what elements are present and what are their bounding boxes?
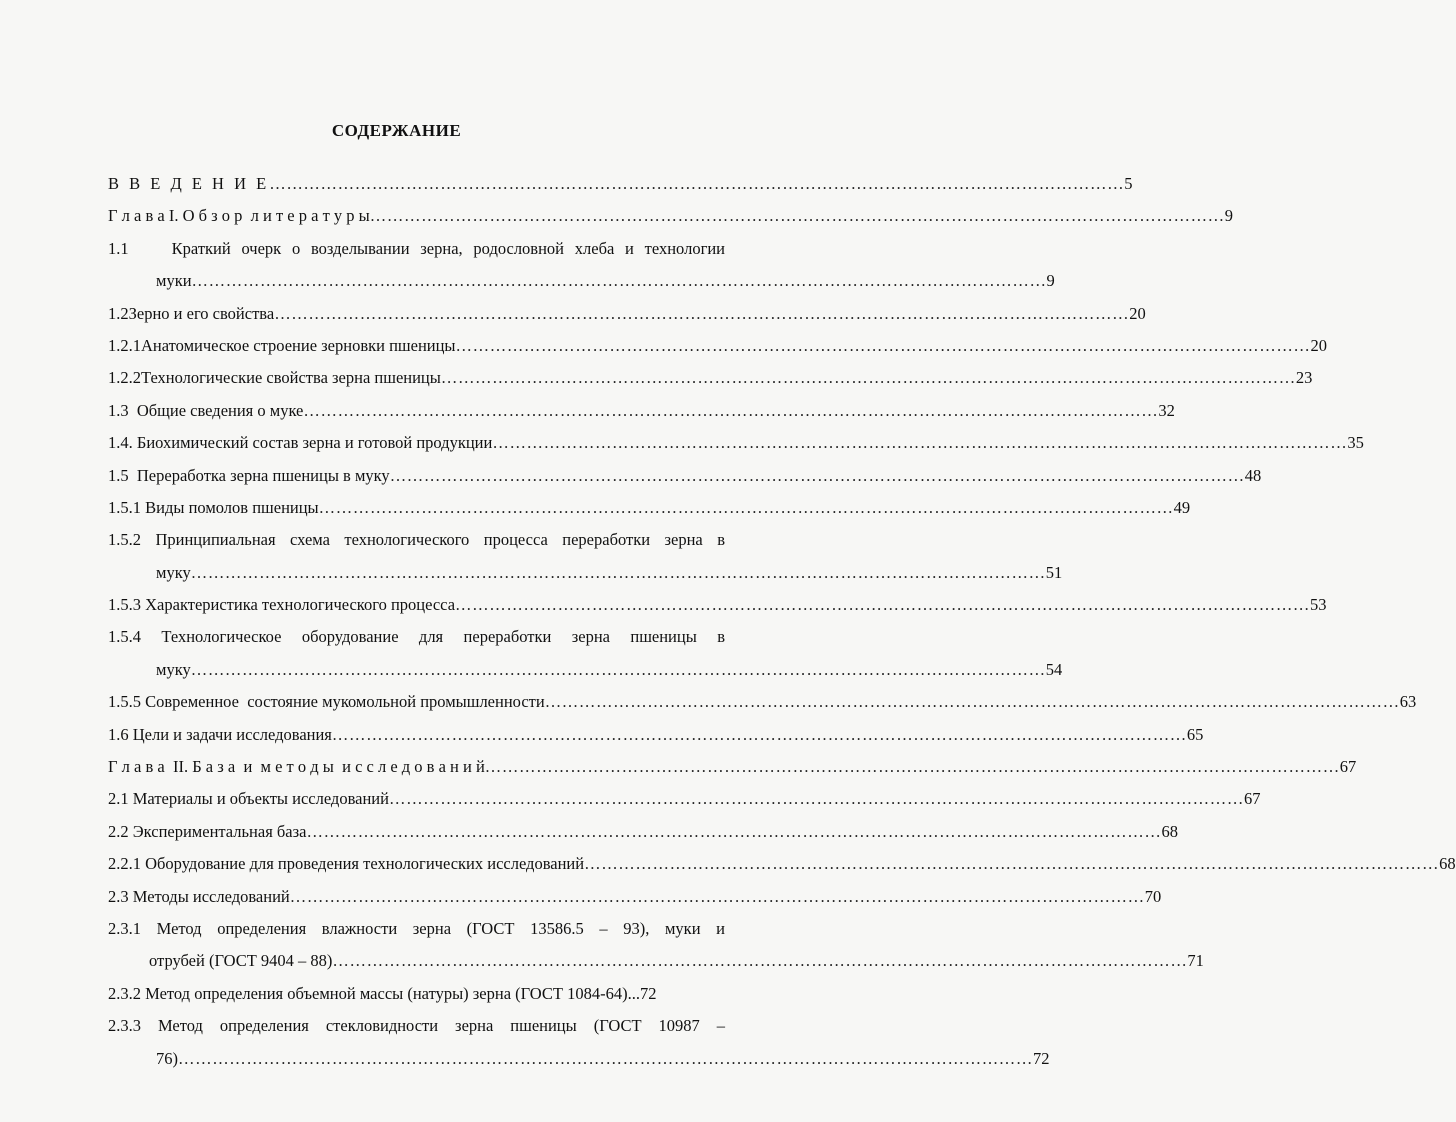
toc-entry-text: Г л а в а I. О б з о р л и т е р а т у р ы — [108, 206, 370, 226]
toc-entry-text: Зерно и его свойства — [128, 303, 275, 323]
toc-entry-number: 1.2.2 — [108, 368, 141, 388]
toc-leader-dots — [441, 362, 1296, 394]
toc-entry-text: отрубей (ГОСТ 9404 – 88) — [149, 951, 333, 971]
toc-entry-text: 2.3.3 Метод определения стекловидности зерна пшеницы (ГОСТ 10987 – — [108, 1016, 725, 1036]
toc-leader-dots — [455, 589, 1310, 621]
toc-entry-intro — [108, 168, 1133, 200]
toc-leader-dots — [492, 427, 1347, 459]
toc-page-number: 51 — [1045, 562, 1063, 582]
toc-leader-dots — [319, 492, 1174, 524]
toc-leader-dots — [303, 395, 1158, 427]
toc-entry-text: 2.1 Материалы и объекты исследований — [108, 789, 389, 809]
toc-entry-2-3-1-line1 — [108, 913, 725, 945]
toc-page-number: 67 — [1243, 789, 1261, 809]
toc-entry-text: 2.3.2 Метод определения объемной массы (натуры) зерна (ГОСТ 1084-64)... — [108, 983, 640, 1003]
toc-entry-1-2-1 — [108, 330, 1328, 362]
toc-leader-dots — [456, 330, 1311, 362]
toc-entry-text: 1.6 Цели и задачи исследования — [108, 724, 332, 744]
toc-entry-text: 2.2 Экспериментальная база — [108, 821, 307, 841]
toc-leader-dots — [389, 783, 1244, 815]
toc-entry-2-3-3-line2 — [108, 1043, 1050, 1075]
toc-entry-text: муку — [156, 659, 191, 679]
toc-leader-dots — [306, 816, 1161, 848]
toc-entry-2-3 — [108, 881, 1162, 913]
toc-entry-text: 1.5.4 Технологическое оборудование для переработки зерна пшеницы в — [108, 627, 725, 647]
toc-leader-dots — [290, 881, 1145, 913]
toc-leader-dots — [192, 265, 1047, 297]
toc-entry-1-5-3 — [108, 589, 1327, 621]
toc-entry-1-5-1 — [108, 492, 1191, 524]
toc-entry-number: 1.1 — [108, 238, 129, 258]
toc-entry-2-3-1-line2 — [108, 945, 1204, 977]
toc-entry-1-5-4-line1 — [108, 621, 725, 653]
toc-entry-1-3 — [108, 395, 1175, 427]
toc-leader-dots — [545, 686, 1400, 718]
toc-page-number: 32 — [1158, 400, 1175, 420]
toc-entry-text: 76) — [156, 1048, 178, 1068]
toc-leader-dots — [584, 848, 1439, 880]
toc-entry-1-4 — [108, 427, 1364, 459]
toc-entry-number: 1.2.1 — [108, 335, 141, 355]
toc-entry-text: Краткий очерк о возделывании зерна, родословной хлеба и технологии — [171, 238, 725, 258]
toc-page-number: 72 — [1033, 1048, 1050, 1068]
toc-page-number: 49 — [1173, 497, 1191, 517]
table-of-contents — [108, 168, 1456, 1075]
toc-entry-1-2 — [108, 298, 1146, 330]
toc-leader-dots — [332, 719, 1187, 751]
toc-entry-text: 1.5.1 Виды помолов пшеницы — [108, 497, 319, 517]
toc-page-number: 35 — [1347, 433, 1364, 453]
toc-leader-dots — [178, 1043, 1033, 1075]
toc-entry-1-6 — [108, 719, 1204, 751]
toc-page-number: 72 — [639, 983, 657, 1003]
toc-entry-1-5-2-line1 — [108, 524, 725, 556]
toc-entry-text: 1.4. Биохимический состав зерна и готовой продукции — [108, 433, 493, 453]
toc-leader-dots — [269, 168, 1124, 200]
toc-entry-2-3-3-line1 — [108, 1010, 725, 1042]
toc-entry-text: Анатомическое строение зерновки пшеницы — [141, 335, 456, 355]
toc-page-number: 63 — [1399, 692, 1417, 712]
toc-entry-2-2 — [108, 816, 1178, 848]
toc-entry-text: 2.3.1 Метод определения влажности зерна (ГОСТ 13586.5 – 93), муки и — [108, 918, 725, 938]
page-title: СОДЕРЖАНИЕ — [331, 121, 462, 140]
toc-page-number: 9 — [1046, 271, 1055, 291]
toc-leader-dots — [370, 200, 1225, 232]
toc-entry-text: 1.3 Общие сведения о муке — [108, 400, 304, 420]
toc-leader-dots — [485, 751, 1340, 783]
toc-entry-2-2-1 — [108, 848, 1456, 880]
toc-page-number: 9 — [1224, 206, 1234, 226]
toc-entry-text: муки — [156, 271, 192, 291]
toc-entry-text: 1.5.2 Принципиальная схема технологического процесса переработки зерна в — [108, 530, 725, 550]
toc-leader-dots — [191, 654, 1046, 686]
toc-entry-2-3-2 — [108, 978, 725, 1010]
toc-page-number: 5 — [1124, 174, 1133, 193]
toc-page-number: 68 — [1439, 854, 1456, 874]
toc-page-number: 23 — [1295, 368, 1313, 388]
toc-entry-text: 1.5 Переработка зерна пшеницы в муку — [108, 465, 390, 485]
toc-entry-1-5-2-line2 — [108, 557, 1063, 589]
toc-leader-dots — [390, 460, 1245, 492]
toc-page-number: 71 — [1187, 951, 1204, 971]
toc-entry-text: 2.3 Методы исследований — [108, 886, 290, 906]
toc-entry-text: 2.2.1 Оборудование для проведения технологических исследований — [108, 854, 585, 874]
toc-page-number: 20 — [1310, 335, 1328, 355]
toc-page-number: 70 — [1144, 886, 1162, 906]
toc-entry-1-5 — [108, 460, 1262, 492]
toc-page-number: 65 — [1186, 724, 1204, 744]
toc-leader-dots — [191, 557, 1046, 589]
toc-entry-1-5-5 — [108, 686, 1417, 718]
toc-entry-2-1 — [108, 783, 1261, 815]
toc-entry-1-5-4-line2 — [108, 654, 1063, 686]
toc-leader-dots — [332, 945, 1187, 977]
toc-entry-number: 1.2 — [108, 303, 129, 323]
toc-entry-text: муку — [156, 562, 191, 582]
toc-entry-1-1-line2 — [108, 265, 1055, 297]
toc-page-number: 53 — [1310, 595, 1327, 615]
toc-entry-1-1-line1 — [108, 233, 725, 265]
toc-entry-chapter-1 — [108, 200, 1234, 232]
toc-entry-text: Технологические свойства зерна пшеницы — [141, 368, 441, 388]
toc-entry-text: Г л а в а II. Б а з а и м е т о д ы и с с л е д о в а н и й — [108, 757, 485, 777]
toc-leader-dots — [274, 298, 1129, 330]
toc-page-number: 68 — [1161, 821, 1178, 841]
toc-page-number: 67 — [1339, 757, 1357, 777]
toc-page-number: 48 — [1244, 465, 1262, 485]
toc-page-number: 54 — [1045, 659, 1063, 679]
toc-page-number: 20 — [1129, 303, 1146, 323]
toc-entry-text: 1.5.3 Характеристика технологического процесса — [108, 595, 456, 615]
toc-entry-text: В В Е Д Е Н И Е — [108, 174, 270, 193]
toc-entry-1-2-2 — [108, 362, 1313, 394]
toc-entry-chapter-2 — [108, 751, 1357, 783]
toc-entry-text: 1.5.5 Современное состояние мукомольной промышленности — [108, 692, 545, 712]
